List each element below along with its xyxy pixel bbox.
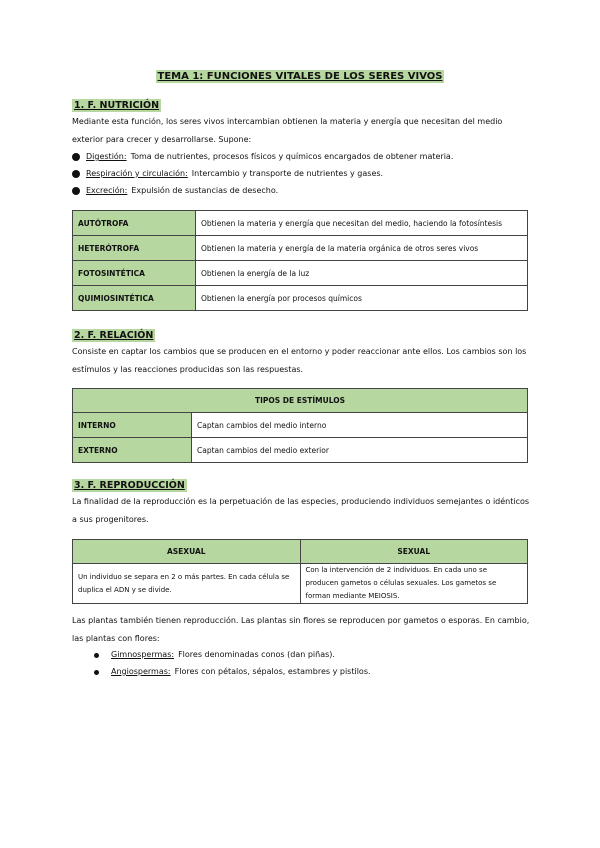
page-title: TEMA 1: FUNCIONES VITALES DE LOS SERES VIVOS	[157, 71, 443, 82]
table-header-row	[73, 540, 528, 564]
bullet-icon	[72, 187, 80, 195]
table-cell-label: HETERÓTROFA	[73, 236, 196, 261]
table-header-sexual: SEXUAL	[300, 540, 528, 564]
section-heading-relacion: 2. F. RELACIÓN	[74, 330, 154, 341]
table-cell-label: EXTERNO	[73, 438, 192, 463]
nutricion-intro: Mediante esta función, los seres vivos intercambian obtienen la materia y energía que necesitan del medio exterior para crecer y desarrollarse. Supone:	[72, 117, 503, 144]
table-cell-sexual: Con la intervención de 2 individuos. En cada uno se producen gametos o células sexuales. Los gametos se forman mediante MEIOSIS.	[300, 564, 528, 604]
section-heading-reproduccion: 3. F. REPRODUCCIÓN	[74, 480, 185, 491]
table-row	[73, 413, 528, 438]
bullet-term: Angiospermas:	[111, 667, 171, 676]
table-header: TIPOS DE ESTÍMULOS	[73, 389, 528, 413]
table-cell-value: Obtienen la energía por procesos químicos	[196, 286, 528, 311]
bullet-icon	[94, 670, 99, 675]
bullet-term: Gimnospermas:	[111, 650, 175, 659]
list-item	[72, 647, 532, 663]
list-item	[72, 664, 532, 680]
table-cell-value: Captan cambios del medio exterior	[192, 438, 528, 463]
plants-paragraph: Las plantas también tienen reproducción. Las plantas sin flores se reproducen por gametos o esporas. En cambio, las plantas con flores:	[72, 616, 530, 643]
table-row	[73, 438, 528, 463]
estimulos-table	[72, 388, 528, 463]
bullet-icon	[72, 170, 80, 178]
table-cell-label: AUTÓTROFA	[73, 211, 196, 236]
reproduccion-table	[72, 539, 528, 604]
bullet-icon	[72, 153, 80, 161]
list-item	[72, 166, 532, 182]
table-header-asexual: ASEXUAL	[73, 540, 301, 564]
table-cell-value: Captan cambios del medio interno	[192, 413, 528, 438]
list-item	[72, 183, 532, 199]
nutricion-table	[72, 210, 528, 311]
table-cell-label: QUIMIOSINTÉTICA	[73, 286, 196, 311]
table-header-row	[73, 389, 528, 413]
table-cell-asexual: Un individuo se separa en 2 o más partes. En cada célula se duplica el ADN y se divide.	[73, 564, 301, 604]
bullet-text: Expulsión de sustancias de desecho.	[131, 186, 279, 195]
table-row	[73, 286, 528, 311]
bullet-term: Respiración y circulación:	[86, 169, 188, 178]
table-row	[73, 236, 528, 261]
bullet-text: Flores denominadas conos (dan piñas).	[178, 650, 335, 659]
reproduccion-intro: La finalidad de la reproducción es la perpetuación de las especies, produciendo individuos semejantes o idénticos a sus progenitores.	[72, 497, 530, 524]
bullet-text: Toma de nutrientes, procesos físicos y químicos encargados de obtener materia.	[130, 152, 454, 161]
bullet-text: Intercambio y transporte de nutrientes y gases.	[191, 169, 384, 178]
table-row	[73, 261, 528, 286]
bullet-icon	[94, 653, 99, 658]
bullet-text: Flores con pétalos, sépalos, estambres y pistilos.	[174, 667, 371, 676]
table-cell-label: INTERNO	[73, 413, 192, 438]
table-cell-value: Obtienen la materia y energía de la materia orgánica de otros seres vivos	[196, 236, 528, 261]
section-heading-nutricion: 1. F. NUTRICIÓN	[74, 100, 160, 111]
table-row	[73, 564, 528, 604]
table-cell-label: FOTOSINTÉTICA	[73, 261, 196, 286]
table-row	[73, 211, 528, 236]
bullet-term: Excreción:	[86, 186, 128, 195]
list-item	[72, 149, 532, 165]
table-cell-value: Obtienen la energía de la luz	[196, 261, 528, 286]
table-cell-value: Obtienen la materia y energía que necesitan del medio, haciendo la fotosíntesis	[196, 211, 528, 236]
relacion-intro: Consiste en captar los cambios que se producen en el entorno y poder reaccionar ante ellos. Los cambios son los estímulos y las reacciones producidas son las respuestas.	[72, 347, 527, 374]
bullet-term: Digestión:	[86, 152, 127, 161]
